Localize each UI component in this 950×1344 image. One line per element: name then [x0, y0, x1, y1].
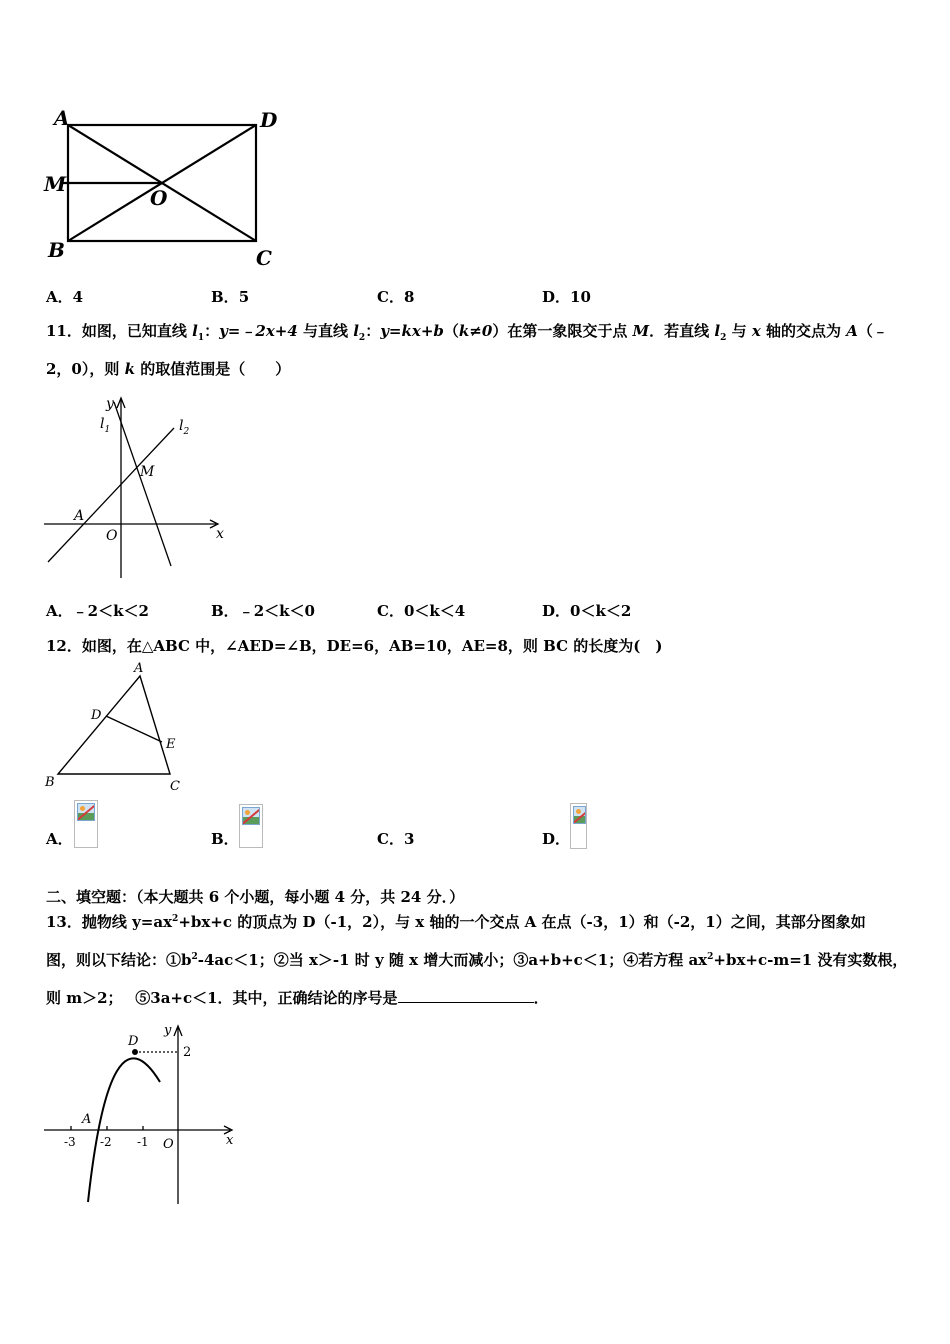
q11-option-d: D．0＜k＜2	[542, 602, 632, 620]
label-x: x	[226, 1133, 234, 1148]
label-d: D	[260, 108, 278, 132]
label-b: B	[48, 238, 65, 262]
label-x: x	[216, 526, 224, 542]
label-2: 2	[183, 1045, 192, 1060]
q13-stem-line1: 13．抛物线 $y=ax^2+bx+c$ 的顶点为 D（-1，2），与 x 轴的一个交点 A 在点（-3，1）和（-2，1）之间，其部分图象如	[46, 913, 866, 931]
q12-option-b: B．	[211, 830, 239, 848]
triangle-abc	[58, 676, 170, 774]
q13-stem-line2: 图，则以下结论：$①b^2-4ac<1$；②当 x＞-1 时 y 随 x 增大而减小；③a+b+c＜1；④若方程 $ax^2+bx+c-m=1$ 没有实数根，	[46, 951, 908, 969]
label-d: D	[91, 708, 102, 723]
tick-label-m3: -3	[64, 1135, 76, 1149]
broken-image-icon	[74, 800, 98, 848]
q10-rectangle-figure	[40, 105, 290, 275]
q11-option-b: B．﹣2＜k＜0	[211, 602, 315, 620]
tick-label-m1: -1	[137, 1135, 149, 1149]
label-a: A	[74, 508, 85, 524]
q12-option-d: D．	[542, 830, 571, 848]
label-c: C	[256, 246, 272, 270]
broken-image-icon	[239, 804, 263, 848]
label-m: M	[44, 172, 67, 196]
label-l2: $l_2$	[179, 418, 190, 437]
q12-triangle-figure	[40, 660, 200, 795]
label-c: C	[170, 779, 180, 794]
q11-stem-line1: 11．如图，已知直线 $l_1$：y=﹣2x+4 与直线 $l_2$：y=kx+b（k≠0）在第一象限交于点 M．若直线 $l_2$ 与 x 轴的交点为 A（﹣	[46, 322, 888, 343]
label-o: O	[163, 1137, 174, 1152]
q10-option-a: A．4	[46, 288, 84, 306]
label-o: O	[106, 528, 118, 544]
q11-option-c: C．0＜k＜4	[377, 602, 466, 620]
label-y: y	[164, 1023, 172, 1038]
q13-stem-line3: 则 m＞2； ⑤3a+c＜1．其中，正确结论的序号是 ．	[46, 989, 549, 1007]
q11-stem-line2: 2，0），则 k 的取值范围是（ ）	[46, 360, 291, 378]
label-a: A	[54, 106, 70, 130]
section-heading: 二、填空题：（本大题共 6 个小题，每小题 4 分，共 24 分．）	[46, 888, 465, 906]
q11-option-a: A．﹣2＜k＜2	[46, 602, 149, 620]
label-m: M	[140, 464, 155, 480]
vertex-point	[132, 1049, 138, 1055]
q11-coordinate-figure	[40, 392, 240, 582]
label-a: A	[134, 661, 144, 676]
q12-option-a: A．	[46, 830, 73, 848]
q10-option-b: B．5	[211, 288, 250, 306]
line-l1	[114, 402, 171, 566]
label-b: B	[45, 775, 55, 790]
label-o: O	[150, 186, 168, 210]
q10-option-d: D．10	[542, 288, 591, 306]
tick-label-m2: -2	[100, 1135, 112, 1149]
q13-parabola-figure	[40, 1020, 240, 1210]
label-a: A	[82, 1112, 92, 1127]
label-y: y	[106, 396, 114, 412]
broken-image-icon	[570, 803, 587, 849]
label-d: D	[128, 1034, 139, 1049]
q12-stem: 12．如图，在△ABC 中，∠AED=∠B，DE=6，AB=10，AE=8，则 BC 的长度为( )	[46, 637, 663, 655]
q10-option-c: C．8	[377, 288, 415, 306]
label-l1: $l_1$	[100, 416, 111, 435]
label-e: E	[166, 737, 176, 752]
q12-option-c: C．3	[377, 830, 415, 848]
answer-blank[interactable]	[398, 988, 534, 1003]
